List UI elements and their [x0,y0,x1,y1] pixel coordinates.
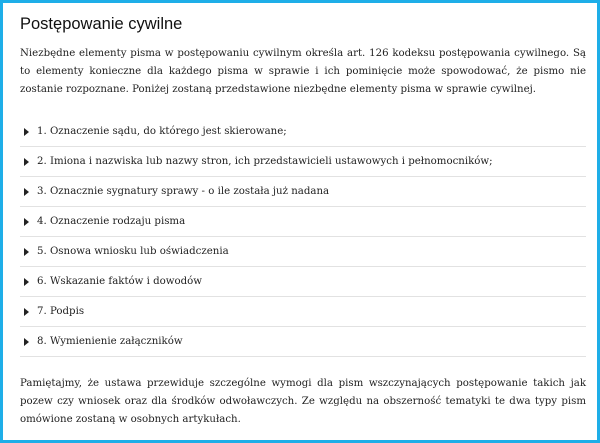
accordion-item-label: 5. Osnowa wniosku lub oświadczenia [37,246,229,257]
caret-right-icon [24,218,29,226]
caret-right-icon [24,308,29,316]
accordion-item-label: 4. Oznaczenie rodzaju pisma [37,216,186,227]
elements-accordion [20,117,586,357]
accordion-item-label: 3. Oznacznie sygnatury sprawy - o ile została już nadana [37,186,330,197]
intro-paragraph: Niezbędne elementy pisma w postępowaniu cywilnym określa art. 126 kodeksu postępowania cywilnego. Są to elementy konieczne dla każdego pisma w sprawie i ich pominięcie może spowodować, że pismo nie zostanie rozpoznane. Poniżej zostaną przedstawione niezbędne elementy pisma w sprawie cywilnej. [20,48,586,95]
accordion-item[interactable] [20,297,586,327]
accordion-item[interactable] [20,177,586,207]
accordion-item[interactable] [20,117,586,147]
caret-right-icon [24,278,29,286]
accordion-item-label: 8. Wymienienie załączników [37,336,183,347]
accordion-item-label: 7. Podpis [37,306,85,317]
caret-right-icon [24,338,29,346]
accordion-item-label: 6. Wskazanie faktów i dowodów [37,276,203,287]
accordion-item[interactable] [20,207,586,237]
caret-right-icon [24,158,29,166]
caret-right-icon [24,128,29,136]
outro-paragraph: Pamiętajmy, że ustawa przewiduje szczególne wymogi dla pism wszczynających postępowanie takich jak pozew czy wniosek oraz dla środków odwoławczych. Ze względu na obszerność tematyki te dwa typy pism omówione zostaną w osobnych artykułach. [20,378,586,425]
accordion-item-label: 2. Imiona i nazwiska lub nazwy stron, ich przedstawicieli ustawowych i pełnomocników; [37,156,493,167]
accordion-item[interactable] [20,237,586,267]
caret-right-icon [24,248,29,256]
accordion-item[interactable] [20,147,586,177]
caret-right-icon [24,188,29,196]
article-title: Postępowanie cywilne [20,15,183,33]
accordion-item[interactable] [20,327,586,357]
article-content [20,13,586,429]
accordion-item[interactable] [20,267,586,297]
accordion-item-label: 1. Oznaczenie sądu, do którego jest skierowane; [37,126,287,137]
